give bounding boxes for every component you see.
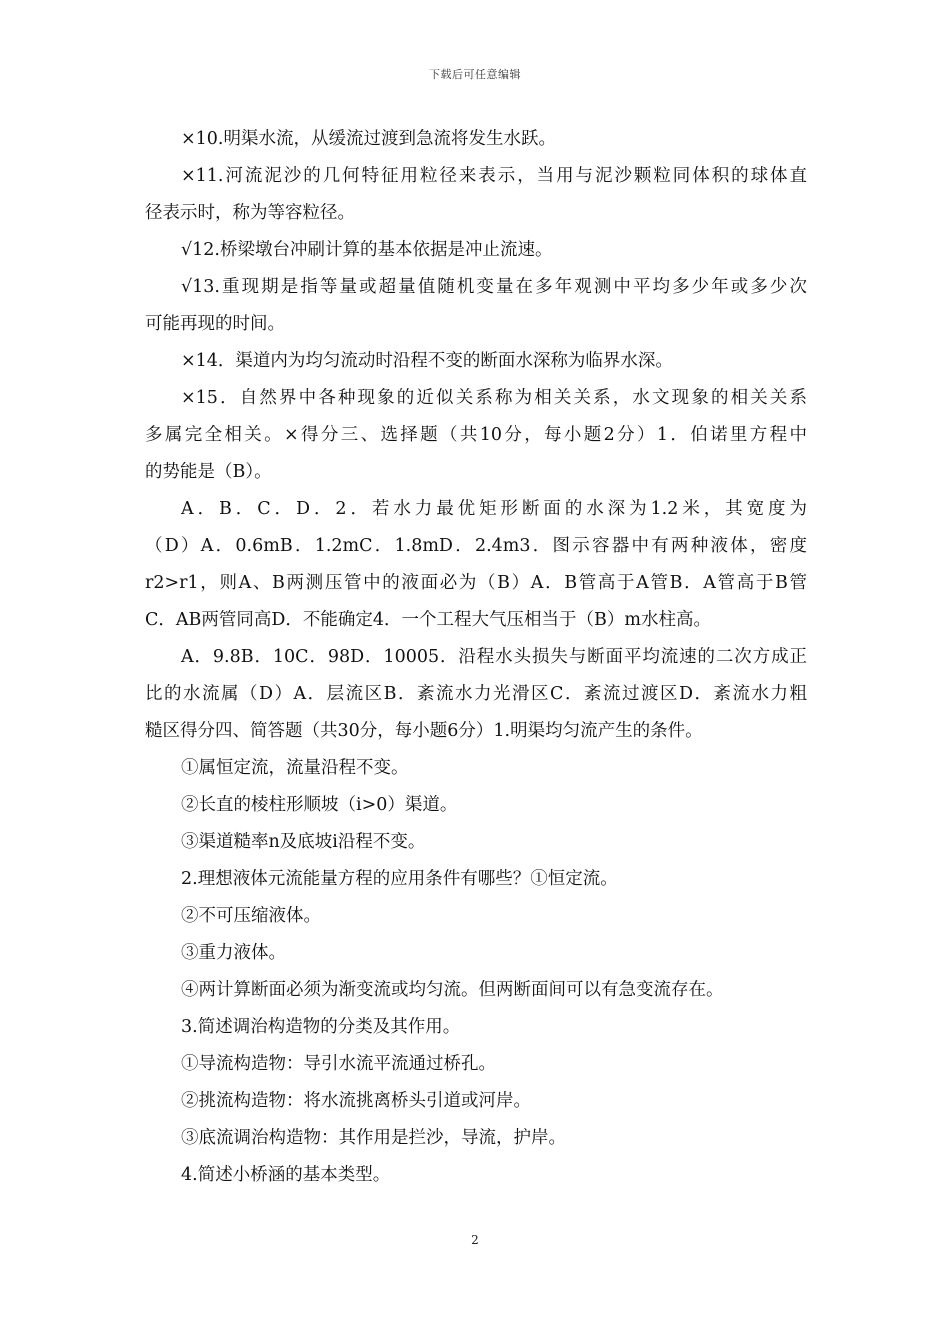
text-line: 的势能是（B）。	[145, 462, 272, 482]
text-line: 多属完全相关。×得分三、选择题（共10分，每小题2分）1．伯诺里方程中	[145, 425, 807, 445]
text-line: 3.简述调治构造物的分类及其作用。	[181, 1017, 461, 1037]
text-line: ×10.明渠水流，从缓流过渡到急流将发生水跃。	[181, 129, 556, 149]
text-line: ③重力液体。	[181, 943, 286, 963]
text-line: 2.理想液体元流能量方程的应用条件有哪些？①恒定流。	[181, 869, 618, 889]
text-line: ×15．自然界中各种现象的近似关系称为相关关系，水文现象的相关关系	[181, 388, 807, 408]
text-line: ②不可压缩液体。	[181, 906, 321, 926]
text-line: ②挑流构造物：将水流挑离桥头引道或河岸。	[181, 1091, 531, 1111]
text-line: C．AB两管同高D．不能确定4．一个工程大气压相当于（B）m水柱高。	[145, 610, 712, 630]
text-line: ×11.河流泥沙的几何特征用粒径来表示，当用与泥沙颗粒同体积的球体直	[181, 166, 807, 186]
text-line: √12.桥梁墩台冲刷计算的基本依据是冲止流速。	[181, 240, 553, 260]
text-line: A．9.8B．10C．98D．10005．沿程水头损失与断面平均流速的二次方成正	[181, 647, 807, 667]
page-number: 2	[471, 1233, 479, 1247]
text-line: ②长直的棱柱形顺坡（i>0）渠道。	[181, 795, 458, 815]
text-line: A．B．C．D．2．若水力最优矩形断面的水深为1.2米，其宽度为	[181, 499, 807, 519]
text-line: ③底流调治构造物：其作用是拦沙，导流，护岸。	[181, 1128, 566, 1148]
text-line: ①导流构造物：导引水流平流通过桥孔。	[181, 1054, 496, 1074]
text-line: 糙区得分四、简答题（共30分，每小题6分）1.明渠均匀流产生的条件。	[145, 721, 703, 741]
text-line: √13.重现期是指等量或超量值随机变量在多年观测中平均多少年或多少次	[181, 277, 807, 297]
text-line: （D）A．0.6mB．1.2mC．1.8mD．2.4m3．图示容器中有两种液体，密度	[145, 536, 807, 556]
page-header-note: 下载后可任意编辑	[429, 68, 521, 81]
text-line: 径表示时，称为等容粒径。	[145, 203, 355, 223]
text-line: r2>r1，则A、B两测压管中的液面必为（B）A．B管高于A管B．A管高于B管	[145, 573, 807, 593]
text-line: 比的水流属（D）A．层流区B．紊流水力光滑区C．紊流过渡区D．紊流水力粗	[145, 684, 807, 704]
text-line: 4.简述小桥涵的基本类型。	[181, 1165, 391, 1185]
text-line: ③渠道糙率n及底坡i沿程不变。	[181, 832, 426, 852]
text-line: 可能再现的时间。	[145, 314, 285, 334]
text-line: ④两计算断面必须为渐变流或均匀流。但两断面间可以有急变流存在。	[181, 980, 724, 1000]
document-body	[145, 121, 807, 1194]
text-line: ×14．渠道内为均匀流动时沿程不变的断面水深称为临界水深。	[181, 351, 673, 371]
text-line: ①属恒定流，流量沿程不变。	[181, 758, 409, 778]
